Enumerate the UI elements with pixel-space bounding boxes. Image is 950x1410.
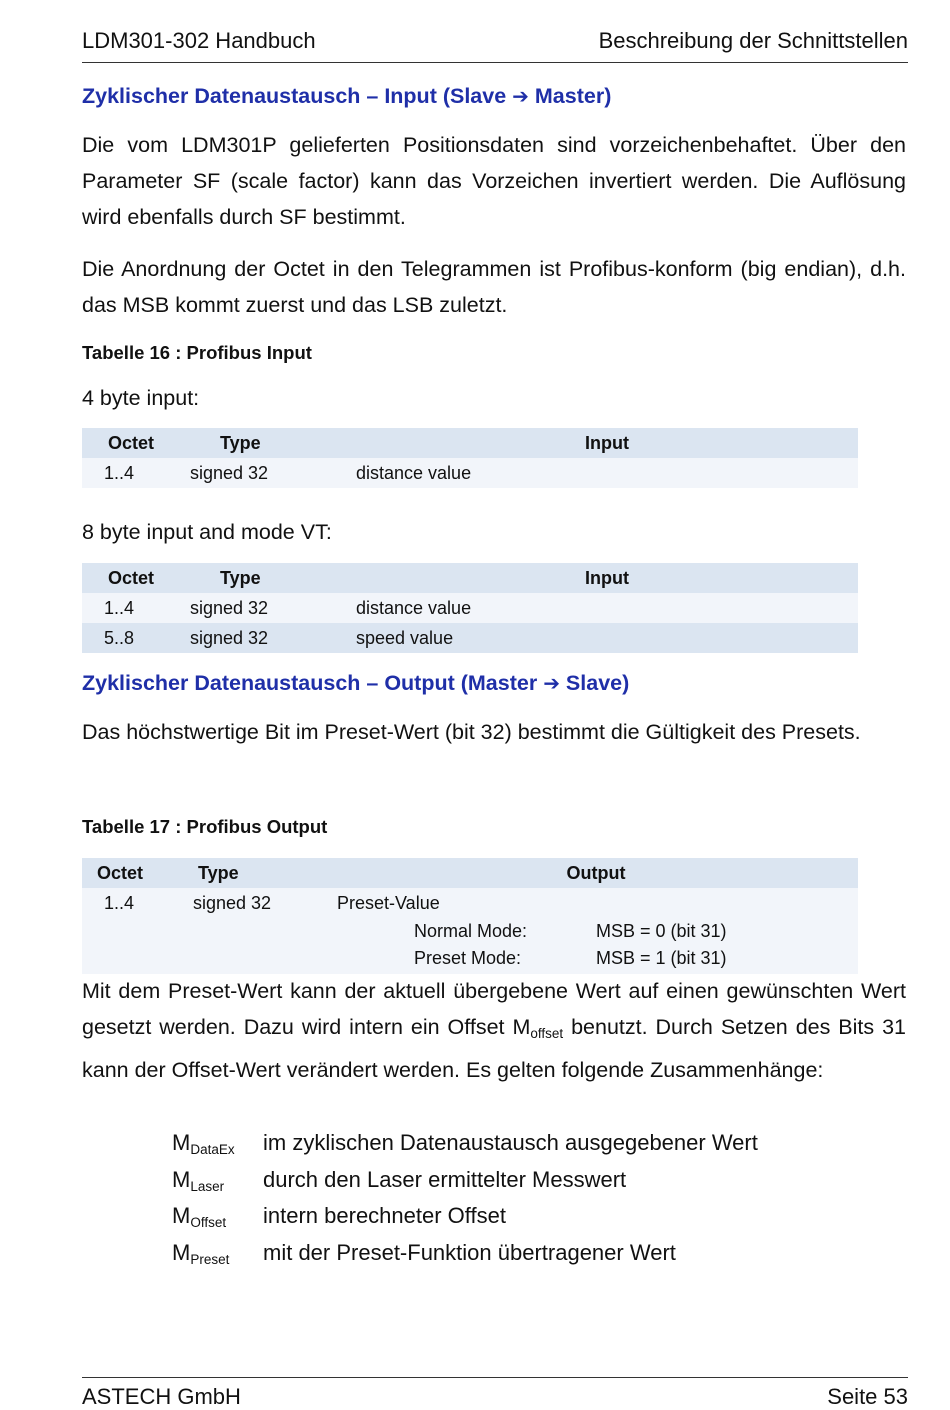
- symbol-base: M: [172, 1239, 191, 1265]
- table16-caption: Tabelle 16 : Profibus Input: [82, 342, 312, 363]
- definition-text: mit der Preset-Funktion übertragener Wert: [263, 1239, 676, 1265]
- symbol-subscript: Preset: [190, 1251, 230, 1267]
- cell-input: distance value: [356, 458, 858, 488]
- paragraph-octet-order: Die Anordnung der Octet in den Telegrammen ist Profibus-konform (big endian), d.h. das MSB kommt zuerst und das LSB zuletzt.: [82, 257, 906, 317]
- cell-octet: 1..4: [82, 458, 180, 488]
- heading-output: [82, 671, 629, 696]
- cell-octet: 1..4: [104, 893, 135, 913]
- paragraph-preset-bit: Das höchstwertige Bit im Preset-Wert (bit 32) bestimmt die Gültigkeit des Presets.: [82, 720, 861, 744]
- heading-output-pre: Zyklischer Datenaustausch – Output (Master: [82, 671, 544, 695]
- heading-input: [82, 84, 611, 109]
- definition-text: durch den Laser ermittelter Messwert: [263, 1166, 627, 1192]
- col-type: Type: [180, 563, 356, 593]
- header-section: Beschreibung der Schnittstellen: [598, 28, 908, 53]
- cell-octet: 5..8: [82, 623, 180, 653]
- table-row: [82, 593, 858, 623]
- symbol-subscript: Laser: [190, 1178, 225, 1194]
- symbol-mdataex: [172, 1130, 235, 1157]
- symbol-base: M: [172, 1203, 191, 1228]
- page-number: Seite 53: [827, 1384, 908, 1409]
- table-row: [82, 458, 858, 488]
- cell-type: signed 32: [193, 893, 272, 913]
- preset-mode-label: Preset Mode:: [414, 948, 522, 968]
- normal-mode-value: MSB = 0 (bit 31): [596, 921, 727, 941]
- arrow-right-icon: ➔: [543, 673, 560, 695]
- page-header: [82, 28, 908, 63]
- symbol-base: M: [172, 1130, 191, 1155]
- col-type: Type: [180, 428, 356, 458]
- sub-8byte: 8 byte input and mode VT:: [82, 520, 332, 544]
- cell-octet: 1..4: [82, 593, 180, 623]
- symbol-moffset: [172, 1203, 226, 1230]
- cell-input: speed value: [356, 623, 858, 653]
- table-8byte-input: [82, 563, 858, 653]
- col-octet: Octet: [82, 563, 180, 593]
- heading-output-post: Slave): [559, 671, 630, 695]
- table-output-row: [82, 888, 858, 974]
- sub-4byte: 4 byte input:: [82, 386, 200, 410]
- heading-input-pre: Zyklischer Datenaustausch – Input (Slave: [82, 84, 513, 108]
- cell-type: signed 32: [180, 593, 356, 623]
- table17-caption: Tabelle 17 : Profibus Output: [82, 816, 328, 837]
- col-octet: Octet: [82, 428, 180, 458]
- col-type: Type: [158, 858, 334, 888]
- col-input: Input: [356, 428, 858, 458]
- definition-text: intern berechneter Offset: [263, 1203, 506, 1228]
- arrow-right-icon: ➔: [512, 86, 529, 108]
- preset-mode-value: MSB = 1 (bit 31): [596, 948, 727, 968]
- symbol-subscript: DataEx: [190, 1142, 235, 1157]
- table-4byte-input: [82, 428, 858, 488]
- table-output-header: [82, 858, 858, 888]
- heading-input-post: Master): [528, 84, 612, 108]
- header-title: LDM301-302 Handbuch: [82, 28, 316, 53]
- paragraph-text-b: benutzt. Durch Setzen des Bits 31 kann der Offset-Wert verändert werden. Es gelten folgende Zusammenhänge:: [82, 1015, 906, 1082]
- cell-preset-value: Preset-Value: [337, 893, 440, 913]
- footer-company: ASTECH GmbH: [82, 1384, 241, 1409]
- normal-mode-label: Normal Mode:: [414, 921, 528, 941]
- cell-type: signed 32: [180, 623, 356, 653]
- offset-subscript: offset: [530, 1026, 564, 1041]
- page-footer: [82, 1377, 908, 1408]
- paragraph-preset-offset: [82, 973, 906, 1088]
- paragraph-text-a: Mit dem Preset-Wert kann der aktuell übergebene Wert auf einen gewünschten Wert gesetzt werden. Dazu wird intern ein Offset M: [82, 979, 906, 1039]
- symbol-mlaser: [172, 1167, 224, 1194]
- col-octet: Octet: [82, 858, 158, 888]
- col-input: Input: [356, 563, 858, 593]
- paragraph-sign: Die vom LDM301P gelieferten Positionsdaten sind vorzeichenbehaftet. Über den Parameter SF (scale factor) kann das Vorzeichen invertiert werden. Die Auflösung wird ebenfalls durch SF bestimmt.: [82, 133, 906, 229]
- definition-text: im zyklischen Datenaustausch ausgegebener Wert: [263, 1130, 758, 1155]
- cell-type: signed 32: [180, 458, 356, 488]
- symbol-mpreset: [172, 1240, 229, 1267]
- cell-input: distance value: [356, 593, 858, 623]
- symbol-base: M: [172, 1166, 191, 1192]
- symbol-subscript: Offset: [190, 1215, 227, 1230]
- col-output: Output: [334, 858, 858, 888]
- table-row: [82, 623, 858, 653]
